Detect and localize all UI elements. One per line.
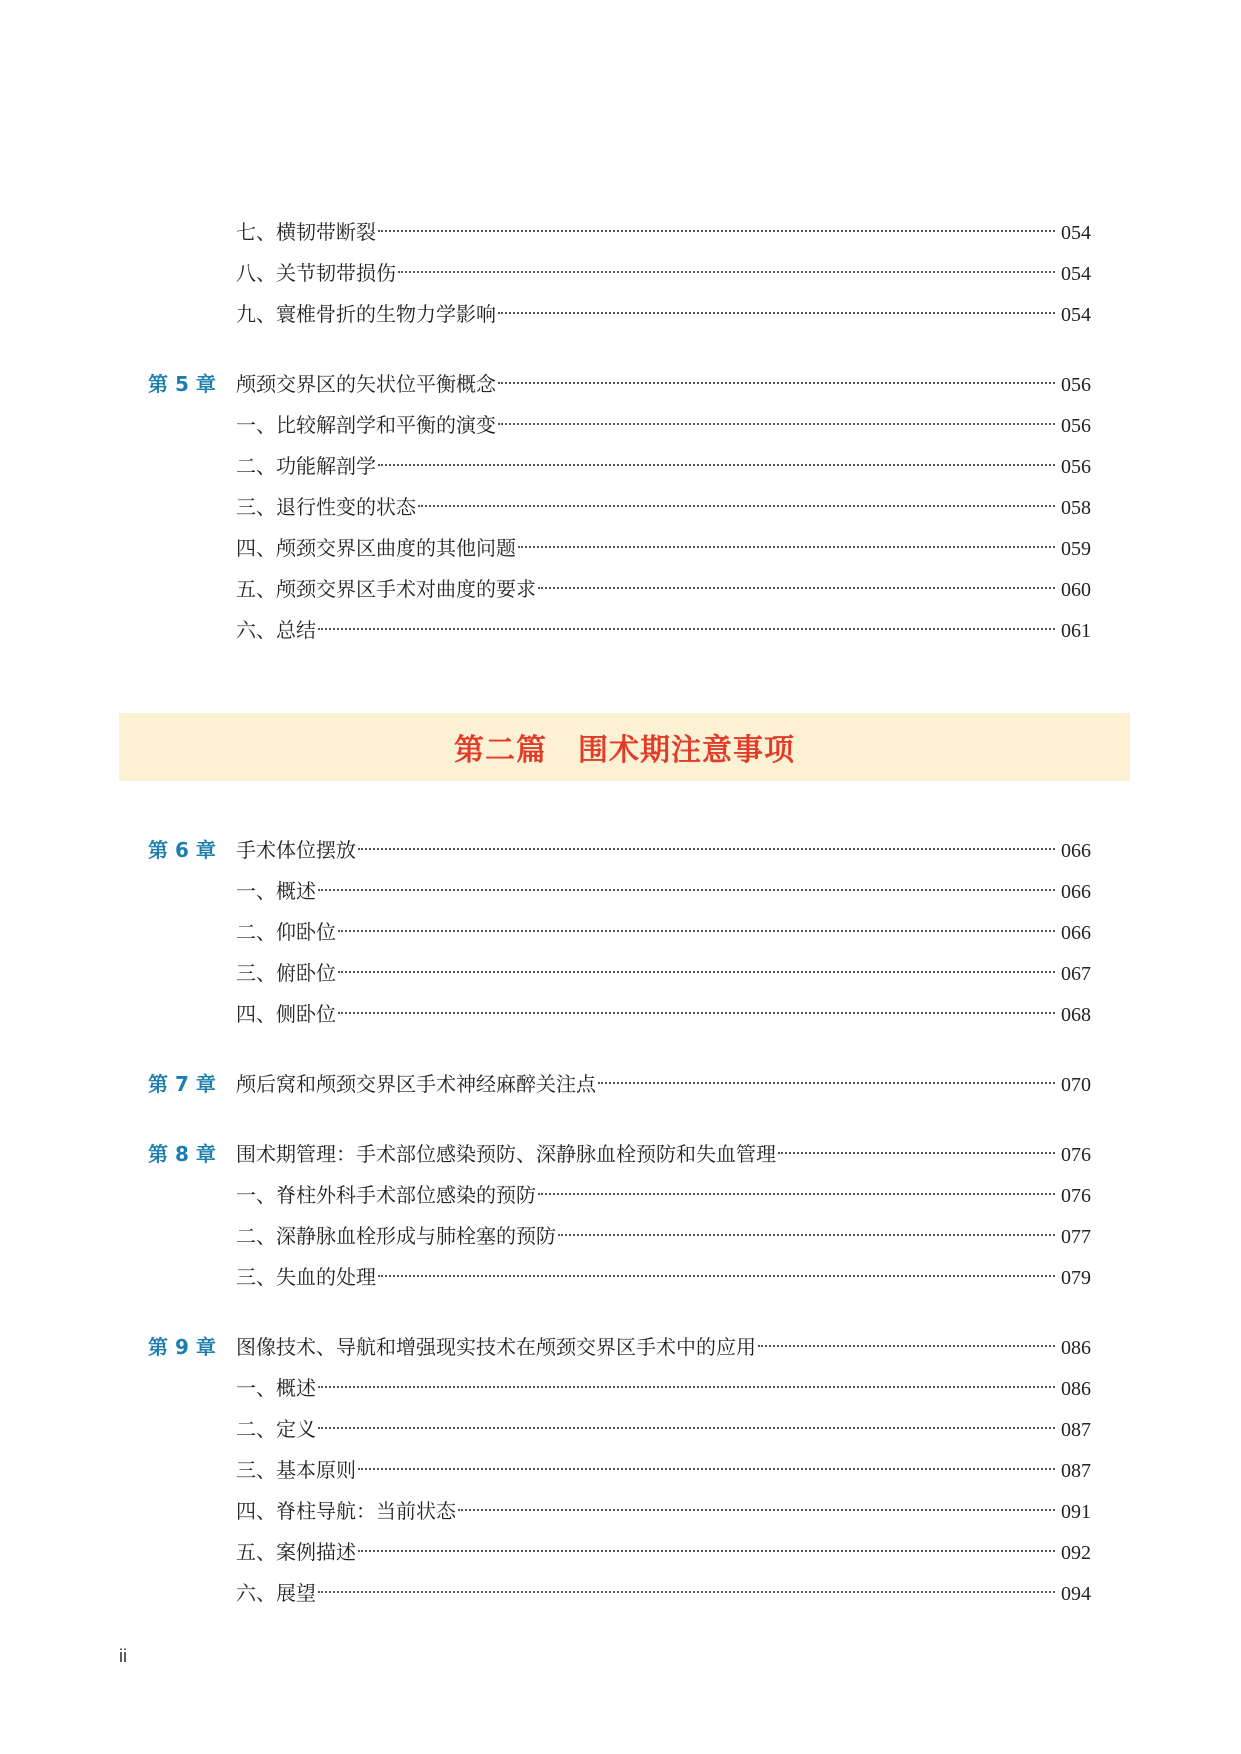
dot-leader (378, 230, 1055, 232)
dot-leader (498, 423, 1055, 425)
chapter-title: 图像技术、导航和增强现实技术在颅颈交界区手术中的应用 (236, 1335, 756, 1359)
toc-entry (236, 1450, 1091, 1491)
dot-leader (338, 971, 1055, 973)
page-number: 060 (1061, 579, 1091, 601)
toc-entry (236, 994, 1091, 1035)
toc-entry (236, 830, 1091, 871)
toc-entry (236, 446, 1091, 487)
page-number: 066 (1061, 840, 1091, 862)
section-title: 一、概述 (236, 1376, 316, 1400)
page-number: 059 (1061, 538, 1091, 560)
toc-section-row[interactable] (0, 1368, 1241, 1408)
dot-leader (358, 1550, 1055, 1552)
dot-leader (358, 848, 1055, 850)
dot-leader (518, 546, 1055, 548)
dot-leader (338, 1012, 1055, 1014)
toc-section-row[interactable] (0, 1175, 1241, 1215)
toc-section-row[interactable] (0, 405, 1241, 445)
section-title: 五、颅颈交界区手术对曲度的要求 (236, 577, 536, 601)
dot-leader (538, 1193, 1055, 1195)
section-title: 五、案例描述 (236, 1540, 356, 1564)
dot-leader (778, 1152, 1055, 1154)
page-number: 056 (1061, 374, 1091, 396)
section-title: 一、概述 (236, 879, 316, 903)
chapter-title: 颅颈交界区的矢状位平衡概念 (236, 372, 496, 396)
page-number: 077 (1061, 1226, 1091, 1248)
section-title: 六、展望 (236, 1581, 316, 1605)
dot-leader (498, 312, 1055, 314)
toc-entry (236, 871, 1091, 912)
toc-section-row[interactable] (0, 212, 1241, 252)
toc-entry (236, 528, 1091, 569)
page-number: 091 (1061, 1501, 1091, 1523)
dot-leader (758, 1345, 1055, 1347)
toc-entry (236, 569, 1091, 610)
dot-leader (338, 930, 1055, 932)
toc-section-row[interactable] (0, 1216, 1241, 1256)
toc-section-row[interactable] (0, 994, 1241, 1034)
section-title: 三、基本原则 (236, 1458, 356, 1482)
toc-entry (236, 294, 1091, 335)
page-number: 094 (1061, 1583, 1091, 1605)
page-number: 054 (1061, 263, 1091, 285)
page-number: 087 (1061, 1460, 1091, 1482)
page-number: 067 (1061, 963, 1091, 985)
dot-leader (458, 1509, 1055, 1511)
section-title: 六、总结 (236, 618, 316, 642)
toc-entry (236, 212, 1091, 253)
chapter-number: 第 8 章 (148, 1142, 216, 1166)
page-number: 076 (1061, 1144, 1091, 1166)
dot-leader (418, 505, 1055, 507)
toc-section-row[interactable] (0, 912, 1241, 952)
page-number: 087 (1061, 1419, 1091, 1441)
toc-entry (236, 1409, 1091, 1450)
section-title: 二、定义 (236, 1417, 316, 1441)
toc-chapter-row[interactable] (0, 1064, 1241, 1104)
toc-entry (236, 1532, 1091, 1573)
toc-entry (236, 953, 1091, 994)
page-number: 076 (1061, 1185, 1091, 1207)
page-number: 086 (1061, 1378, 1091, 1400)
chapter-number: 第 5 章 (148, 372, 216, 396)
page-number: 054 (1061, 304, 1091, 326)
chapter-title: 手术体位摆放 (236, 838, 356, 862)
toc-entry (236, 253, 1091, 294)
toc-section-row[interactable] (0, 1491, 1241, 1531)
chapter-title: 颅后窝和颅颈交界区手术神经麻醉关注点 (236, 1072, 596, 1096)
section-title: 四、侧卧位 (236, 1002, 336, 1026)
page-number: 058 (1061, 497, 1091, 519)
toc-section-row[interactable] (0, 446, 1241, 486)
dot-leader (318, 628, 1055, 630)
dot-leader (538, 587, 1055, 589)
section-title: 四、脊柱导航：当前状态 (236, 1499, 456, 1523)
page-number: 086 (1061, 1337, 1091, 1359)
dot-leader (318, 1427, 1055, 1429)
toc-entry (236, 1491, 1091, 1532)
toc-section-row[interactable] (0, 1409, 1241, 1449)
part-banner (119, 713, 1130, 781)
toc-section-row[interactable] (0, 528, 1241, 568)
section-title: 四、颅颈交界区曲度的其他问题 (236, 536, 516, 560)
page-number: 066 (1061, 881, 1091, 903)
toc-section-row[interactable] (0, 569, 1241, 609)
dot-leader (378, 464, 1055, 466)
toc-section-row[interactable] (0, 953, 1241, 993)
chapter-number: 第 6 章 (148, 838, 216, 862)
section-title: 八、关节韧带损伤 (236, 261, 396, 285)
section-title: 二、功能解剖学 (236, 454, 376, 478)
toc-entry (236, 1573, 1091, 1614)
toc-section-row[interactable] (0, 294, 1241, 334)
toc-section-row[interactable] (0, 253, 1241, 293)
toc-section-row[interactable] (0, 610, 1241, 650)
toc-chapter-row[interactable] (0, 1327, 1241, 1367)
toc-entry (236, 1257, 1091, 1298)
toc-entry (236, 364, 1091, 405)
dot-leader (598, 1082, 1055, 1084)
section-title: 一、比较解剖学和平衡的演变 (236, 413, 496, 437)
toc-entry (236, 1368, 1091, 1409)
toc-chapter-row[interactable] (0, 364, 1241, 404)
toc-entry (236, 1134, 1091, 1175)
footer-page-number: ii (119, 1646, 127, 1666)
dot-leader (398, 271, 1055, 273)
toc-section-row[interactable] (0, 871, 1241, 911)
page-number: 054 (1061, 222, 1091, 244)
toc-section-row[interactable] (0, 1450, 1241, 1490)
page-number: 079 (1061, 1267, 1091, 1289)
section-title: 三、失血的处理 (236, 1265, 376, 1289)
chapter-number: 第 7 章 (148, 1072, 216, 1096)
toc-entry (236, 405, 1091, 446)
page-number: 061 (1061, 620, 1091, 642)
toc-section-row[interactable] (0, 487, 1241, 527)
section-title: 二、深静脉血栓形成与肺栓塞的预防 (236, 1224, 556, 1248)
dot-leader (358, 1468, 1055, 1470)
toc-entry (236, 1327, 1091, 1368)
toc-entry (236, 1216, 1091, 1257)
dot-leader (558, 1234, 1055, 1236)
section-title: 七、横韧带断裂 (236, 220, 376, 244)
toc-section-row[interactable] (0, 1257, 1241, 1297)
section-title: 三、俯卧位 (236, 961, 336, 985)
page-number: 056 (1061, 456, 1091, 478)
part-title: 第二篇 围术期注意事项 (454, 733, 795, 768)
toc-entry (236, 487, 1091, 528)
dot-leader (498, 382, 1055, 384)
toc-section-row[interactable] (0, 1573, 1241, 1613)
toc-entry (236, 912, 1091, 953)
section-title: 九、寰椎骨折的生物力学影响 (236, 302, 496, 326)
dot-leader (318, 1591, 1055, 1593)
dot-leader (318, 889, 1055, 891)
toc-section-row[interactable] (0, 1532, 1241, 1572)
dot-leader (318, 1386, 1055, 1388)
chapter-title: 围术期管理：手术部位感染预防、深静脉血栓预防和失血管理 (236, 1142, 776, 1166)
toc-entry (236, 1175, 1091, 1216)
page-number: 070 (1061, 1074, 1091, 1096)
chapter-number: 第 9 章 (148, 1335, 216, 1359)
toc-chapter-row[interactable] (0, 1134, 1241, 1174)
page-number: 092 (1061, 1542, 1091, 1564)
page-number: 068 (1061, 1004, 1091, 1026)
page-number: 056 (1061, 415, 1091, 437)
page-number: 066 (1061, 922, 1091, 944)
toc-chapter-row[interactable] (0, 830, 1241, 870)
section-title: 二、仰卧位 (236, 920, 336, 944)
toc-entry (236, 1064, 1091, 1105)
section-title: 三、退行性变的状态 (236, 495, 416, 519)
section-title: 一、脊柱外科手术部位感染的预防 (236, 1183, 536, 1207)
toc-entry (236, 610, 1091, 651)
dot-leader (378, 1275, 1055, 1277)
